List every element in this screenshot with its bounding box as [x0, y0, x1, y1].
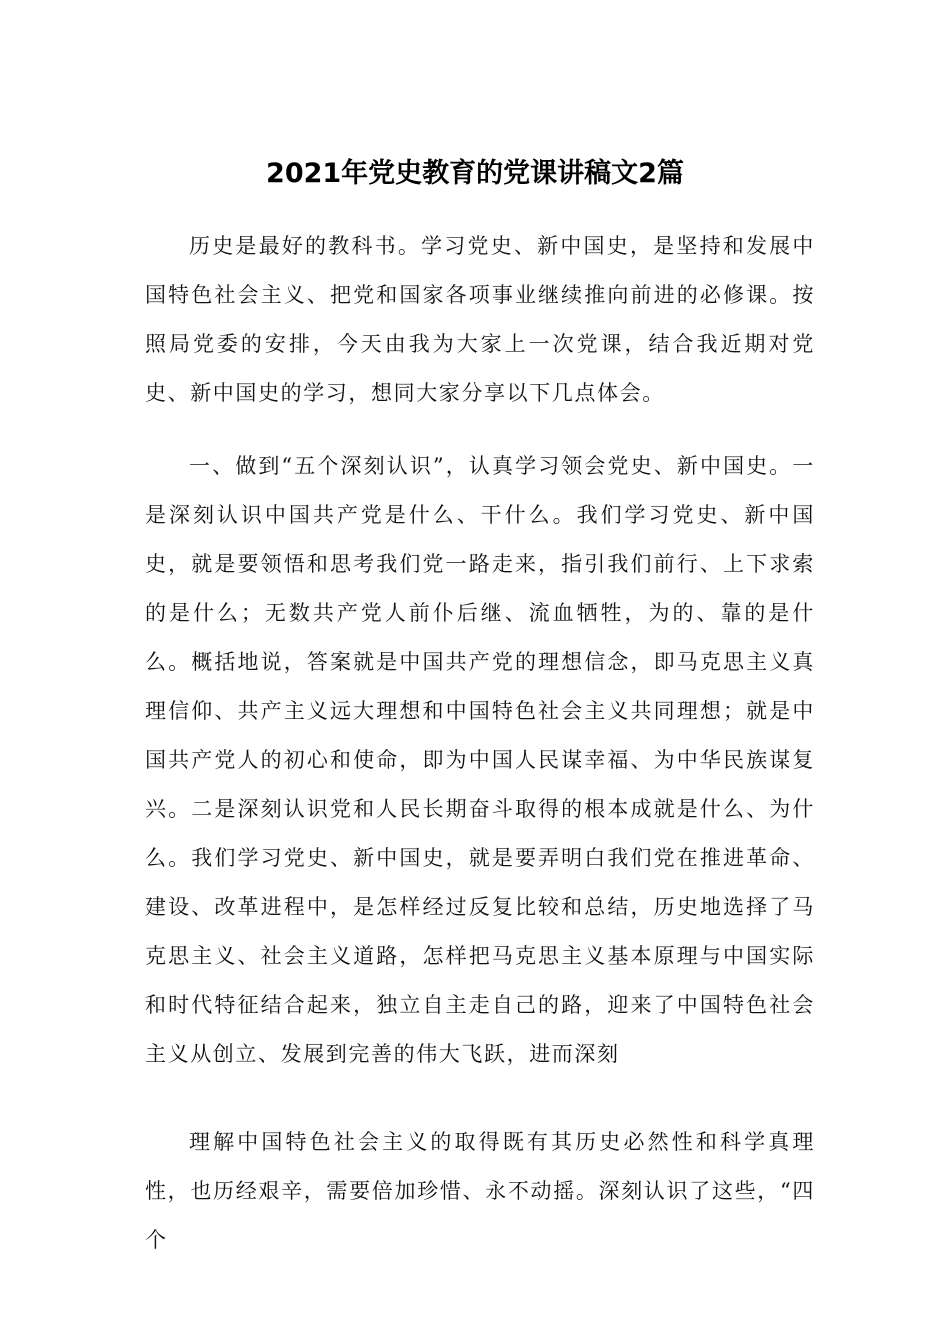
- paragraph-intro: 历史是最好的教科书。学习党史、新中国史，是坚持和发展中国特色社会主义、把党和国家各项事业继续推向前进的必修课。按照局党委的安排，今天由我为大家上一次党课，结合我近期对党史、新中国史的学习，想同大家分享以下几点体会。: [145, 234, 815, 405]
- paragraph-section-one: 一、做到“五个深刻认识”，认真学习领会党史、新中国史。一是深刻认识中国共产党是什么、干什么。我们学习党史、新中国史，就是要领悟和思考我们党一路走来，指引我们前行、上下求索的是什么；无数共产党人前仆后继、流血牺牲，为的、靠的是什么。概括地说，答案就是中国共产党的理想信念，即马克思主义真理信仰、共产主义远大理想和中国特色社会主义共同理想；就是中国共产党人的初心和使命，即为中国人民谋幸福、为中华民族谋复兴。二是深刻认识党和人民长期奋斗取得的根本成就是什么、为什么。我们学习党史、新中国史，就是要弄明白我们党在推进革命、建设、改革进程中，是怎样经过反复比较和总结，历史地选择了马克思主义、社会主义道路，怎样把马克思主义基本原理与中国实际和时代特征结合起来，独立自主走自己的路，迎来了中国特色社会主义从创立、发展到完善的伟大飞跃，进而深刻: [145, 454, 815, 1066]
- document-title: 2021年党史教育的党课讲稿文2篇: [266, 158, 684, 189]
- paragraph-continuation: 理解中国特色社会主义的取得既有其历史必然性和科学真理性，也历经艰辛，需要倍加珍惜、永不动摇。深刻认识了这些，“四个: [145, 1130, 815, 1252]
